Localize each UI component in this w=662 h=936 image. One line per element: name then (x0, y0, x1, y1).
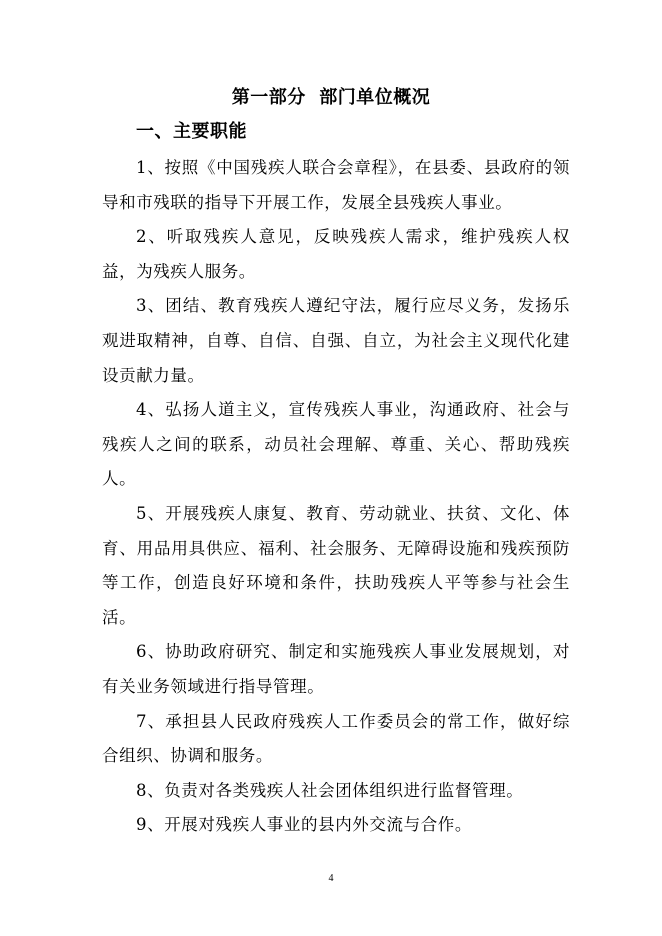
paragraph-4: 4、弘扬人道主义，宣传残疾人事业，沟通政府、社会与残疾人之间的联系，动员社会理解、尊重、关心、帮助残疾人。 (102, 400, 570, 489)
paragraph-8: 8、负责对各类残疾人社会团体组织进行监督管理。 (136, 780, 524, 800)
paragraph-7: 7、承担县人民政府残疾人工作委员会的常工作，做好综合组织、协调和服务。 (102, 711, 570, 766)
body-text (102, 151, 570, 843)
part-title: 第一部分 部门单位概况 (231, 87, 431, 108)
section-heading: 一、主要职能 (136, 121, 247, 142)
paragraph-3: 3、团结、教育残疾人遵纪守法，履行应尽义务，发扬乐观进取精神，自尊、自信、自强、自立，为社会主义现代化建设贡献力量。 (102, 296, 570, 385)
paragraph-6: 6、协助政府研究、制定和实施残疾人事业发展规划，对有关业务领域进行指导管理。 (102, 642, 570, 696)
paragraph-2: 2、听取残疾人意见，反映残疾人需求，维护残疾人权益，为残疾人服务。 (102, 227, 570, 281)
paragraph-1: 1、按照《中国残疾人联合会章程》，在县委、县政府的领导和市残联的指导下开展工作，发展全县残疾人事业。 (102, 158, 570, 212)
paragraph-5: 5、开展残疾人康复、教育、劳动就业、扶贫、文化、体育、用品用具供应、福利、社会服务、无障碍设施和残疾预防等工作，创造良好环境和条件，扶助残疾人平等参与社会生活。 (102, 503, 570, 627)
paragraph-9: 9、开展对残疾人事业的县内外交流与合作。 (136, 815, 472, 835)
page-number: 4 (328, 873, 334, 884)
